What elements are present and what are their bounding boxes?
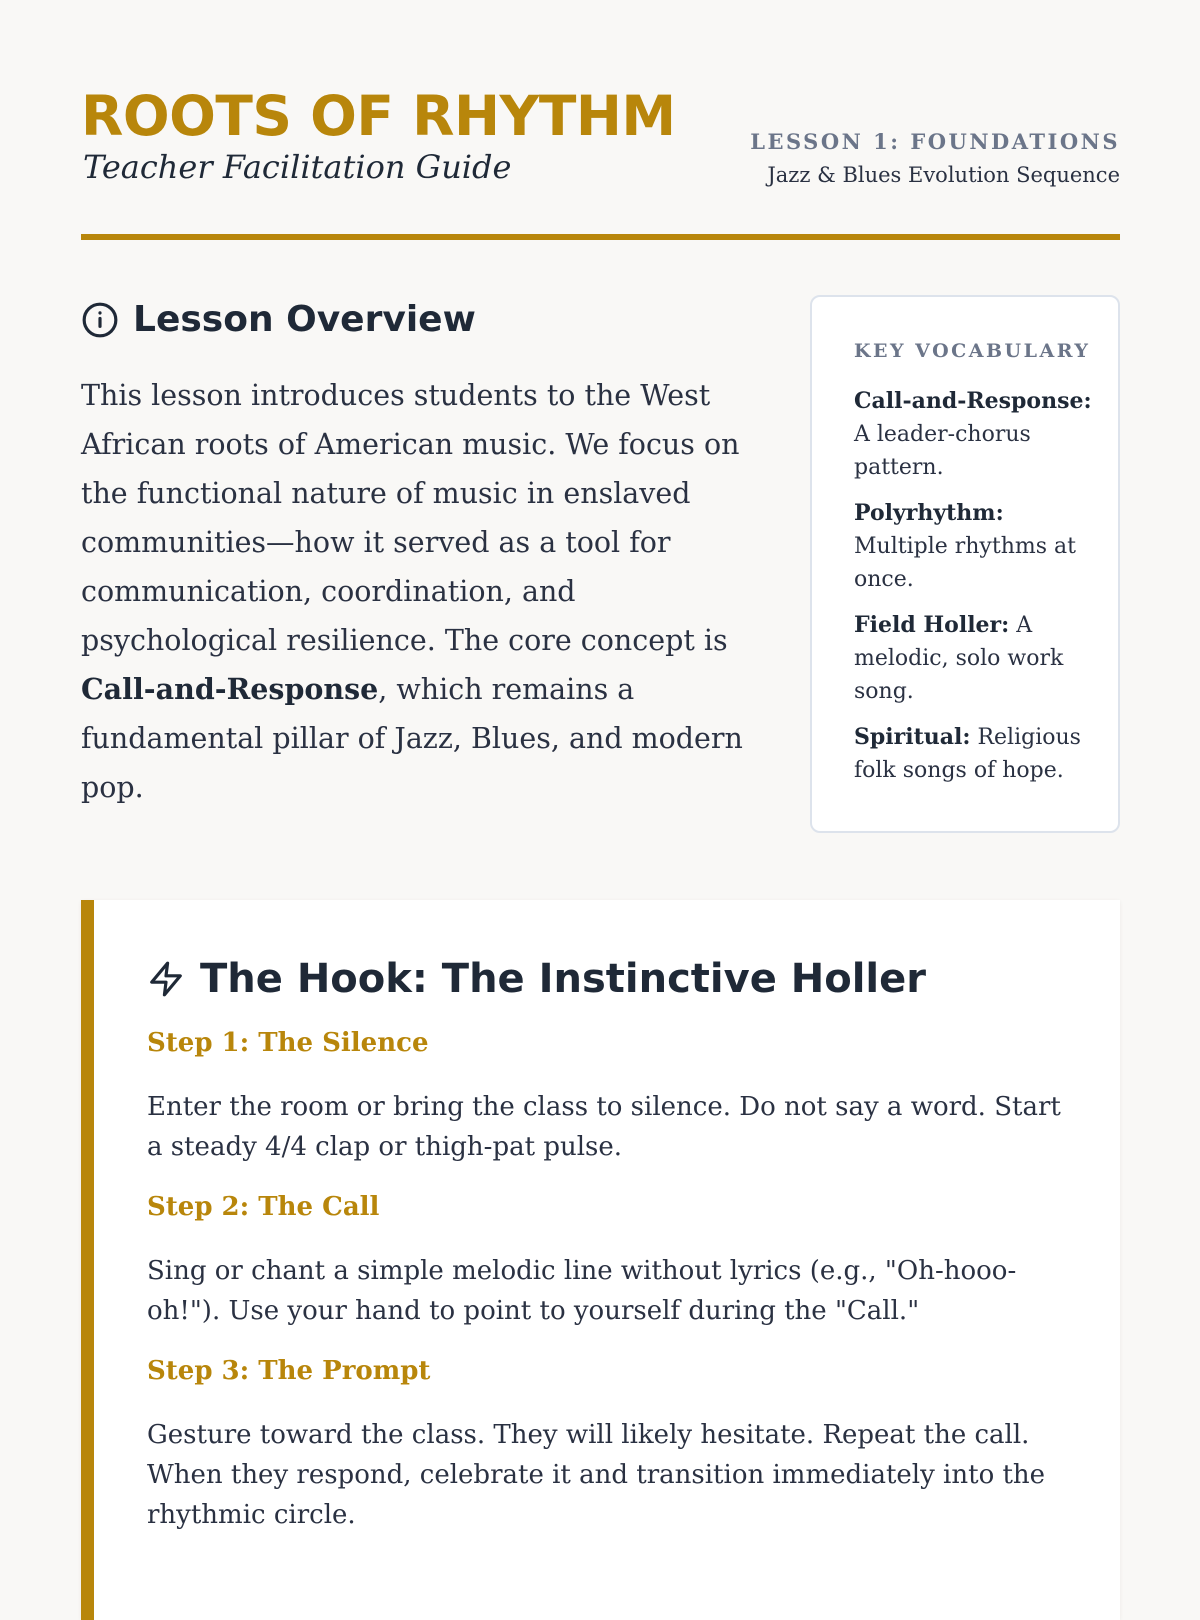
vocab-item [854, 385, 1098, 484]
header-divider [81, 234, 1120, 240]
vocab-term: Field Holler: [854, 612, 1010, 638]
step-title: Step 1: The Silence [147, 1028, 429, 1058]
overview-text-intro: This lesson introduces students to the West African roots of American music. We focus on the functional nature of music in enslaved communities—how it served as a tool for communication, coordination, and psychological resilience. The core concept is [81, 379, 740, 657]
vocab-definition: A leader-chorus pattern. [854, 422, 1031, 480]
key-vocabulary-title: KEY VOCABULARY [854, 340, 1091, 362]
vocab-definition: Religious folk songs of hope. [854, 725, 1081, 783]
page-subtitle: Teacher Facilitation Guide [83, 148, 512, 186]
lesson-overview-heading [81, 298, 751, 342]
overview-key-concept: Call-and-Response [81, 672, 379, 706]
lesson-label: LESSON 1: FOUNDATIONS [750, 129, 1120, 154]
overview-text-conclusion: , which remains a fundamental pillar of Jazz, Blues, and modern pop. [81, 673, 743, 804]
step-text: Enter the room or bring the class to silence. Do not say a word. Start a steady 4/4 clap or thigh-pat pulse. [147, 1092, 1061, 1162]
step-title: Step 2: The Call [147, 1192, 380, 1222]
lesson-overview-title: Lesson Overview [133, 299, 476, 340]
vocab-term: Polyrhythm: [854, 500, 1004, 526]
vocab-term: Spiritual: [854, 724, 971, 750]
lesson-overview-text [81, 371, 751, 812]
step-title: Step 3: The Prompt [147, 1356, 431, 1386]
hook-section [81, 900, 1120, 1620]
vocab-item [854, 721, 1098, 787]
lesson-overview-section [81, 298, 751, 812]
header [81, 80, 1120, 240]
vocab-definition: Multiple rhythms at once. [854, 534, 1076, 592]
page-title: ROOTS OF RHYTHM [81, 84, 676, 148]
step-text: Gesture toward the class. They will likely hesitate. Repeat the call. When they respond, celebrate it and transition immediately into the rhythmic circle. [147, 1420, 1046, 1530]
hook-title: The Hook: The Instinctive Holler [200, 956, 926, 1002]
lightning-icon [147, 960, 185, 998]
vocab-item [854, 609, 1098, 708]
key-vocabulary-card [810, 295, 1120, 833]
lesson-guide-page [81, 0, 1120, 1600]
step-text: Sing or chant a simple melodic line without lyrics (e.g., "Oh-hooo-oh!"). Use your hand to point to yourself during the "Call." [147, 1256, 1017, 1326]
lesson-sequence: Jazz & Blues Evolution Sequence [767, 163, 1120, 187]
info-icon [81, 301, 119, 339]
hook-heading [147, 955, 1070, 1003]
vocab-item [854, 497, 1098, 596]
vocab-term: Call-and-Response: [854, 388, 1092, 414]
vocab-definition: A melodic, solo work song. [854, 613, 1064, 704]
